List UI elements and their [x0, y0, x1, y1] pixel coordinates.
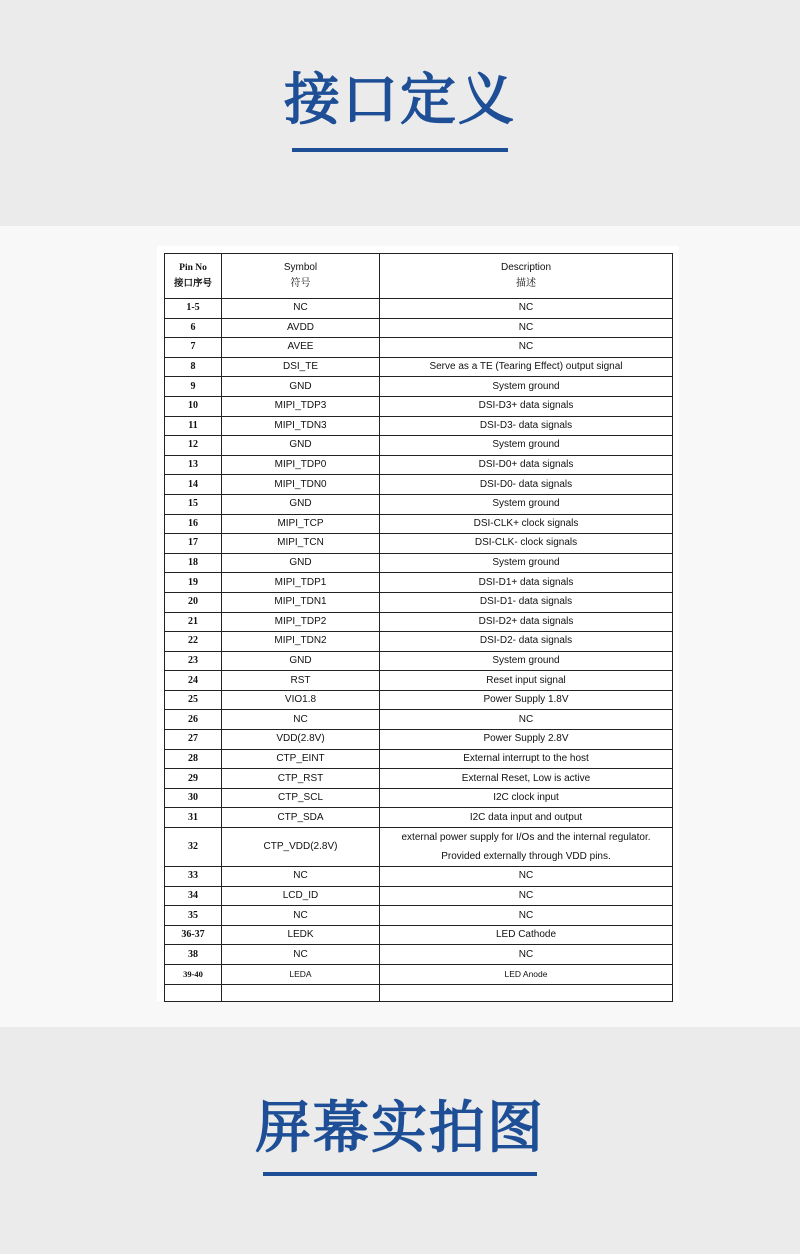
table-row [165, 632, 673, 652]
symbol-cell: AVDD [222, 318, 380, 338]
description-cell: DSI-D0+ data signals [380, 455, 673, 475]
title-underline [263, 1172, 537, 1176]
symbol-cell: GND [222, 553, 380, 573]
description-cell: LED Anode [380, 965, 673, 985]
description-cell: DSI-CLK+ clock signals [380, 514, 673, 534]
description-cell: DSI-D0- data signals [380, 475, 673, 495]
table-row [165, 788, 673, 808]
description-cell: NC [380, 886, 673, 906]
section-title-screen-photos: 屏幕实拍图 [255, 1096, 545, 1161]
table-row [165, 377, 673, 397]
pin-cell: 29 [165, 769, 222, 789]
pin-cell: 31 [165, 808, 222, 828]
header-description: Description 描述 [380, 254, 673, 299]
empty-cell [222, 984, 380, 1001]
description-cell: System ground [380, 494, 673, 514]
symbol-cell: VIO1.8 [222, 690, 380, 710]
symbol-cell: NC [222, 710, 380, 730]
symbol-cell: CTP_SDA [222, 808, 380, 828]
symbol-cell: MIPI_TDN0 [222, 475, 380, 495]
description-cell: System ground [380, 651, 673, 671]
symbol-cell: CTP_SCL [222, 788, 380, 808]
header-pin: Pin No 接口序号 [165, 254, 222, 299]
pin-cell: 22 [165, 632, 222, 652]
table-row [165, 436, 673, 456]
description-cell: Reset input signal [380, 671, 673, 691]
symbol-cell: MIPI_TCP [222, 514, 380, 534]
description-cell: Power Supply 1.8V [380, 690, 673, 710]
table-row [165, 494, 673, 514]
table-row [165, 357, 673, 377]
pin-cell: 20 [165, 592, 222, 612]
table-row [165, 514, 673, 534]
empty-cell [165, 984, 222, 1001]
symbol-cell: VDD(2.8V) [222, 730, 380, 750]
symbol-cell: MIPI_TDN1 [222, 592, 380, 612]
pin-cell: 13 [165, 455, 222, 475]
description-cell: I2C data input and output [380, 808, 673, 828]
symbol-cell: MIPI_TDP1 [222, 573, 380, 593]
pin-cell: 25 [165, 690, 222, 710]
pin-cell: 26 [165, 710, 222, 730]
table-row [165, 338, 673, 358]
table-row [165, 671, 673, 691]
description-cell: DSI-D3- data signals [380, 416, 673, 436]
table-row [165, 651, 673, 671]
table-row [165, 886, 673, 906]
table-row [165, 534, 673, 554]
symbol-cell: NC [222, 299, 380, 319]
table-row [165, 690, 673, 710]
table-row [165, 749, 673, 769]
table-row [165, 573, 673, 593]
description-cell: DSI-CLK- clock signals [380, 534, 673, 554]
table-row [165, 808, 673, 828]
symbol-cell: AVEE [222, 338, 380, 358]
pin-cell: 8 [165, 357, 222, 377]
empty-table-row [165, 984, 673, 1001]
symbol-cell: NC [222, 867, 380, 887]
description-cell: NC [380, 710, 673, 730]
table-row [165, 730, 673, 750]
pin-cell: 6 [165, 318, 222, 338]
pin-cell: 34 [165, 886, 222, 906]
table-row [165, 906, 673, 926]
pin-cell: 9 [165, 377, 222, 397]
description-cell: System ground [380, 553, 673, 573]
empty-cell [380, 984, 673, 1001]
pin-cell: 38 [165, 945, 222, 965]
description-cell: NC [380, 338, 673, 358]
symbol-cell: GND [222, 651, 380, 671]
pin-cell: 11 [165, 416, 222, 436]
pin-definition-table [164, 253, 673, 1002]
table-row [165, 769, 673, 789]
table-row [165, 396, 673, 416]
symbol-cell: MIPI_TDP3 [222, 396, 380, 416]
description-cell: NC [380, 867, 673, 887]
pin-cell: 24 [165, 671, 222, 691]
description-cell: NC [380, 318, 673, 338]
description-cell: External Reset, Low is active [380, 769, 673, 789]
table-row [165, 318, 673, 338]
pin-cell: 15 [165, 494, 222, 514]
symbol-cell: GND [222, 377, 380, 397]
symbol-cell: GND [222, 494, 380, 514]
symbol-cell: LEDK [222, 925, 380, 945]
pin-cell: 19 [165, 573, 222, 593]
description-cell: Serve as a TE (Tearing Effect) output signal [380, 357, 673, 377]
pin-cell: 27 [165, 730, 222, 750]
symbol-cell: DSI_TE [222, 357, 380, 377]
symbol-cell: CTP_VDD(2.8V) [222, 828, 380, 867]
symbol-cell: CTP_EINT [222, 749, 380, 769]
pin-cell: 36-37 [165, 925, 222, 945]
section-title-interface-definition: 接口定义 [284, 68, 516, 133]
symbol-cell: LCD_ID [222, 886, 380, 906]
description-cell: System ground [380, 436, 673, 456]
table-row [165, 965, 673, 985]
table-header-row [165, 254, 673, 299]
table-row [165, 553, 673, 573]
pin-cell: 35 [165, 906, 222, 926]
table-row [165, 416, 673, 436]
description-cell: DSI-D2- data signals [380, 632, 673, 652]
description-cell: LED Cathode [380, 925, 673, 945]
description-cell: NC [380, 299, 673, 319]
table-row [165, 612, 673, 632]
symbol-cell: MIPI_TDP0 [222, 455, 380, 475]
symbol-cell: MIPI_TDP2 [222, 612, 380, 632]
pin-cell: 12 [165, 436, 222, 456]
description-cell: DSI-D3+ data signals [380, 396, 673, 416]
description-cell: DSI-D1+ data signals [380, 573, 673, 593]
pin-cell: 21 [165, 612, 222, 632]
description-cell: NC [380, 945, 673, 965]
table-row [165, 828, 673, 867]
table-row [165, 867, 673, 887]
pin-cell: 14 [165, 475, 222, 495]
header-symbol: Symbol 符号 [222, 254, 380, 299]
pin-cell: 28 [165, 749, 222, 769]
pin-cell: 18 [165, 553, 222, 573]
title-underline [292, 148, 508, 152]
pin-cell: 10 [165, 396, 222, 416]
symbol-cell: RST [222, 671, 380, 691]
pin-cell: 33 [165, 867, 222, 887]
table-row [165, 475, 673, 495]
table-row [165, 710, 673, 730]
table-row [165, 592, 673, 612]
description-cell: Power Supply 2.8V [380, 730, 673, 750]
description-cell: I2C clock input [380, 788, 673, 808]
table-row [165, 945, 673, 965]
table-row [165, 299, 673, 319]
pin-cell: 32 [165, 828, 222, 867]
description-cell: NC [380, 906, 673, 926]
description-cell: External interrupt to the host [380, 749, 673, 769]
pin-cell: 30 [165, 788, 222, 808]
table-row [165, 455, 673, 475]
symbol-cell: CTP_RST [222, 769, 380, 789]
symbol-cell: LEDA [222, 965, 380, 985]
symbol-cell: MIPI_TDN3 [222, 416, 380, 436]
pin-cell: 17 [165, 534, 222, 554]
symbol-cell: GND [222, 436, 380, 456]
description-cell: DSI-D1- data signals [380, 592, 673, 612]
pin-cell: 1-5 [165, 299, 222, 319]
pin-cell: 23 [165, 651, 222, 671]
symbol-cell: NC [222, 906, 380, 926]
pin-cell: 7 [165, 338, 222, 358]
pin-cell: 39-40 [165, 965, 222, 985]
description-cell: external power supply for I/Os and the internal regulator. Provided externally through VDD pins. [380, 828, 673, 867]
symbol-cell: NC [222, 945, 380, 965]
pin-cell: 16 [165, 514, 222, 534]
symbol-cell: MIPI_TCN [222, 534, 380, 554]
table-row [165, 925, 673, 945]
description-cell: DSI-D2+ data signals [380, 612, 673, 632]
symbol-cell: MIPI_TDN2 [222, 632, 380, 652]
description-cell: System ground [380, 377, 673, 397]
